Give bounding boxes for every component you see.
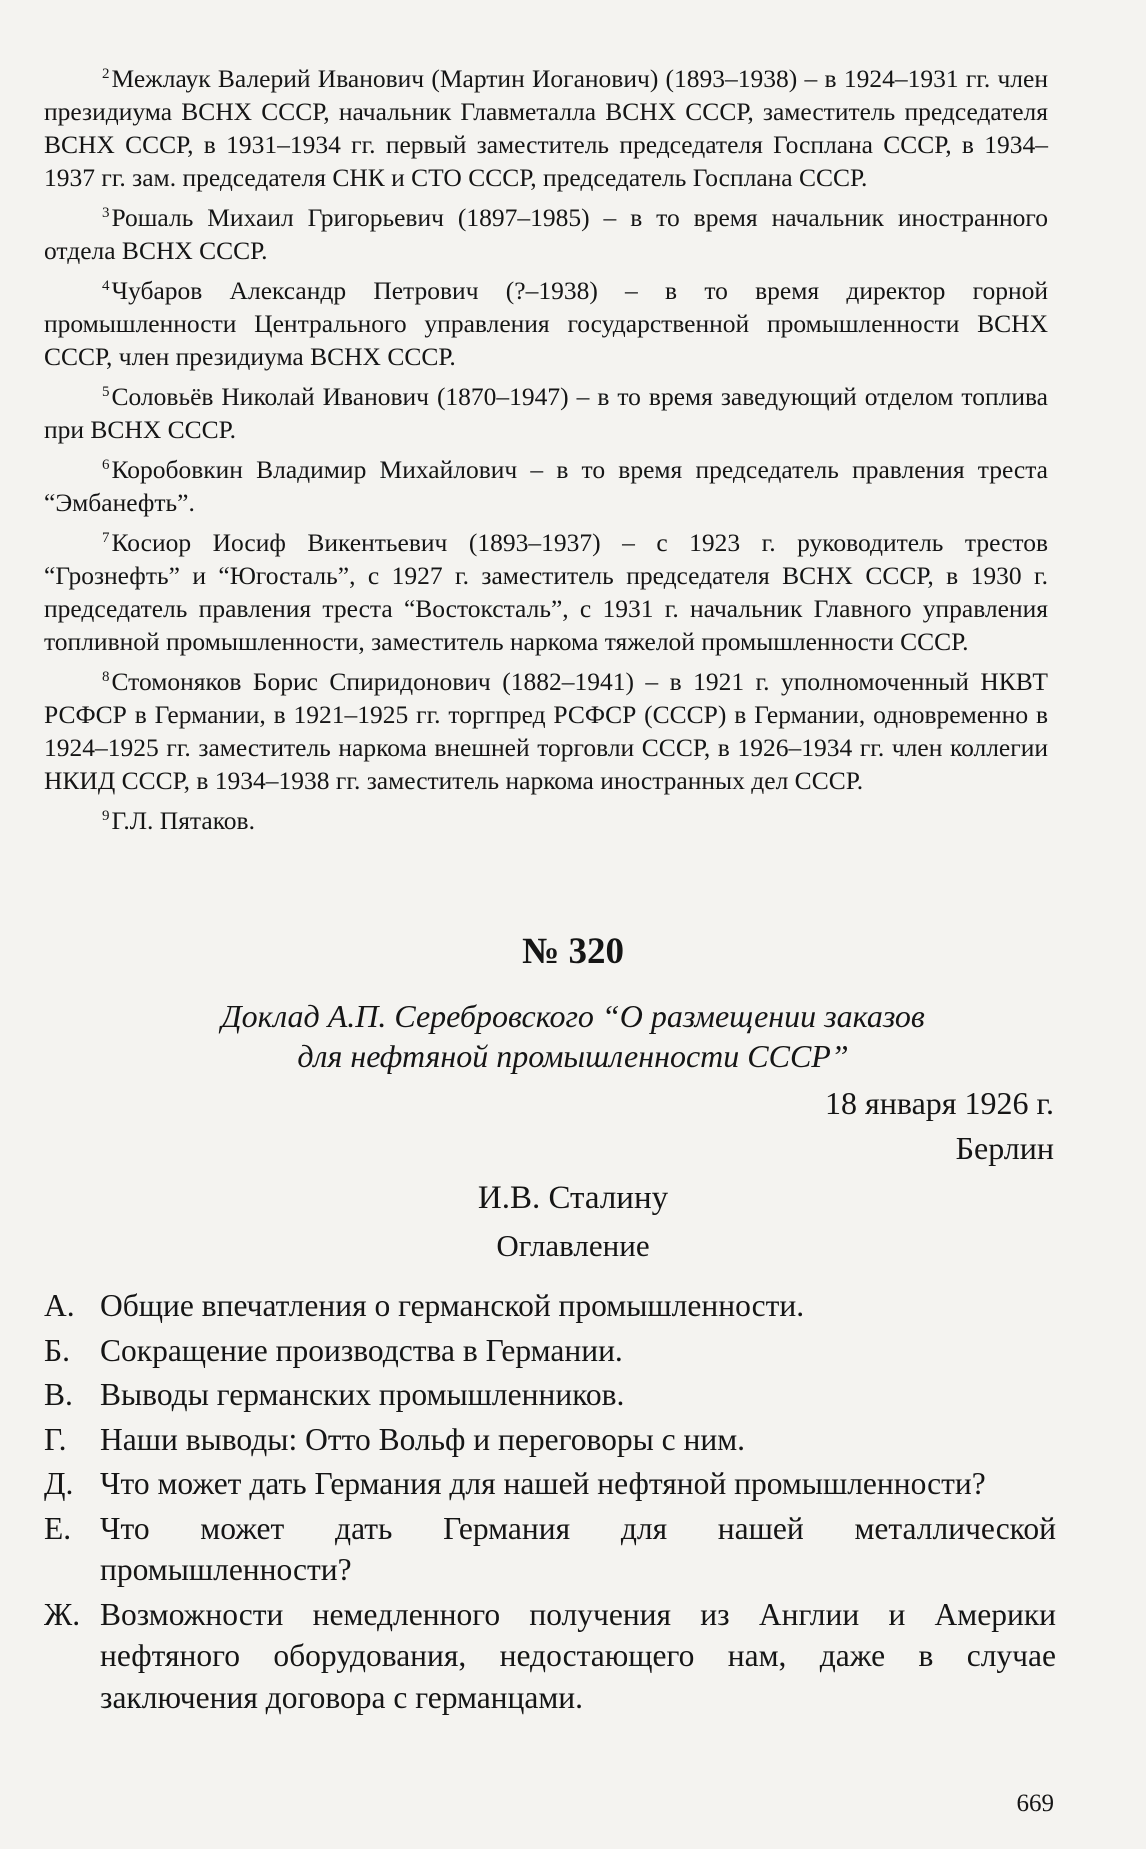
toc-item xyxy=(44,1508,1056,1591)
footnote-9: $^9$Г.Л. Пятаков. xyxy=(102,806,255,835)
toc-letter: Г. xyxy=(44,1421,67,1457)
toc-text: Общие впечатления о германской промышленности. xyxy=(100,1288,805,1323)
toc-text: Сокращение производства в Германии. xyxy=(100,1332,623,1368)
footnote-3: $^3$Рошаль Михаил Григорьевич (1897–1985) – в то время начальник иностранного отдела ВСНХ СССР. xyxy=(44,203,1048,265)
toc-letter: Д. xyxy=(44,1466,74,1501)
toc-text: Наши выводы: Отто Вольф и переговоры с ним. xyxy=(100,1421,746,1457)
toc-item xyxy=(44,1419,1056,1461)
toc-letter: Б. xyxy=(44,1332,70,1368)
toc-item xyxy=(44,1594,1056,1719)
toc-text: Возможности немедленного получения из Англии и Америки нефтяного оборудования, недостающего нам, даже в случае заключения договора с германцами. xyxy=(100,1596,1056,1715)
page-number: 669 xyxy=(1016,1790,1054,1817)
toc-heading: Оглавление xyxy=(496,1228,650,1263)
document-number: № 320 xyxy=(522,931,624,972)
footnote-4: $^4$Чубаров Александр Петрович (?–1938) – в то время директор горной промышленности Центрального управления государственной промышленности ВСНХ СССР, член президиума ВСНХ СССР. xyxy=(44,276,1048,371)
document-title xyxy=(0,996,1146,1076)
footnote-8: $^8$Стомоняков Борис Спиридонович (1882–1941) – в 1921 г. уполномоченный НКВТ РСФСР в Германии, в 1921–1925 гг. торгпред РСФСР (СССР) в Германии, одновременно в 1924–1925 гг. заместитель наркома внешней торговли СССР, в 1926–1934 гг. член коллегии НКИД СССР, в 1934–1938 гг. заместитель наркома иностранных дел СССР. xyxy=(44,667,1048,795)
footnote-2: $^2$Межлаук Валерий Иванович (Мартин Иоганович) (1893–1938) – в 1924–1931 гг. член президиума ВСНХ СССР, начальник Главметалла ВСНХ СССР, заместитель председателя ВСНХ СССР, в 1931–1934 гг. первый заместитель председателя Госплана СССР, в 1934–1937 гг. зам. председателя СНК и СТО СССР, председатель Госплана СССР. xyxy=(44,64,1048,192)
toc-text: Что может дать Германия для нашей металлической промышленности? xyxy=(100,1510,1056,1587)
table-of-contents xyxy=(44,1285,1056,1721)
document-place: Берлин xyxy=(955,1130,1054,1166)
footnote-5: $^5$Соловьёв Николай Иванович (1870–1947) – в то время заведующий отделом топлива при ВСНХ СССР. xyxy=(44,382,1048,444)
toc-text: Что может дать Германия для нашей нефтяной промышленности? xyxy=(100,1466,986,1501)
toc-text: Выводы германских промышленников. xyxy=(100,1377,625,1412)
toc-letter: Е. xyxy=(44,1510,72,1546)
toc-item xyxy=(44,1330,1056,1372)
toc-item xyxy=(44,1463,1056,1505)
footnote-7: $^7$Косиор Иосиф Викентьевич (1893–1937) – с 1923 г. руководитель трестов “Грознефть” и “Югосталь”, с 1927 г. заместитель председателя ВСНХ СССР, в 1930 г. председатель правления треста “Востоксталь”, с 1931 г. начальник Главного управления топливной промышленности, заместитель наркома тяжелой промышленности СССР. xyxy=(44,528,1048,656)
document-title-line-2: для нефтяной промышленности СССР” xyxy=(297,1038,849,1074)
toc-item xyxy=(44,1285,1056,1327)
footnote-6: $^6$Коробовкин Владимир Михайлович – в то время председатель правления треста “Эмбанефть”. xyxy=(44,455,1048,517)
toc-letter: В. xyxy=(44,1377,73,1412)
footnotes-section xyxy=(44,58,1048,840)
document-title-line-1: Доклад А.П. Серебровского “О размещении заказов xyxy=(221,998,925,1034)
toc-letter: А. xyxy=(44,1288,75,1323)
addressee: И.В. Сталину xyxy=(477,1180,669,1216)
toc-item xyxy=(44,1374,1056,1416)
toc-letter: Ж. xyxy=(44,1596,81,1632)
document-date: 18 января 1926 г. xyxy=(825,1085,1054,1121)
